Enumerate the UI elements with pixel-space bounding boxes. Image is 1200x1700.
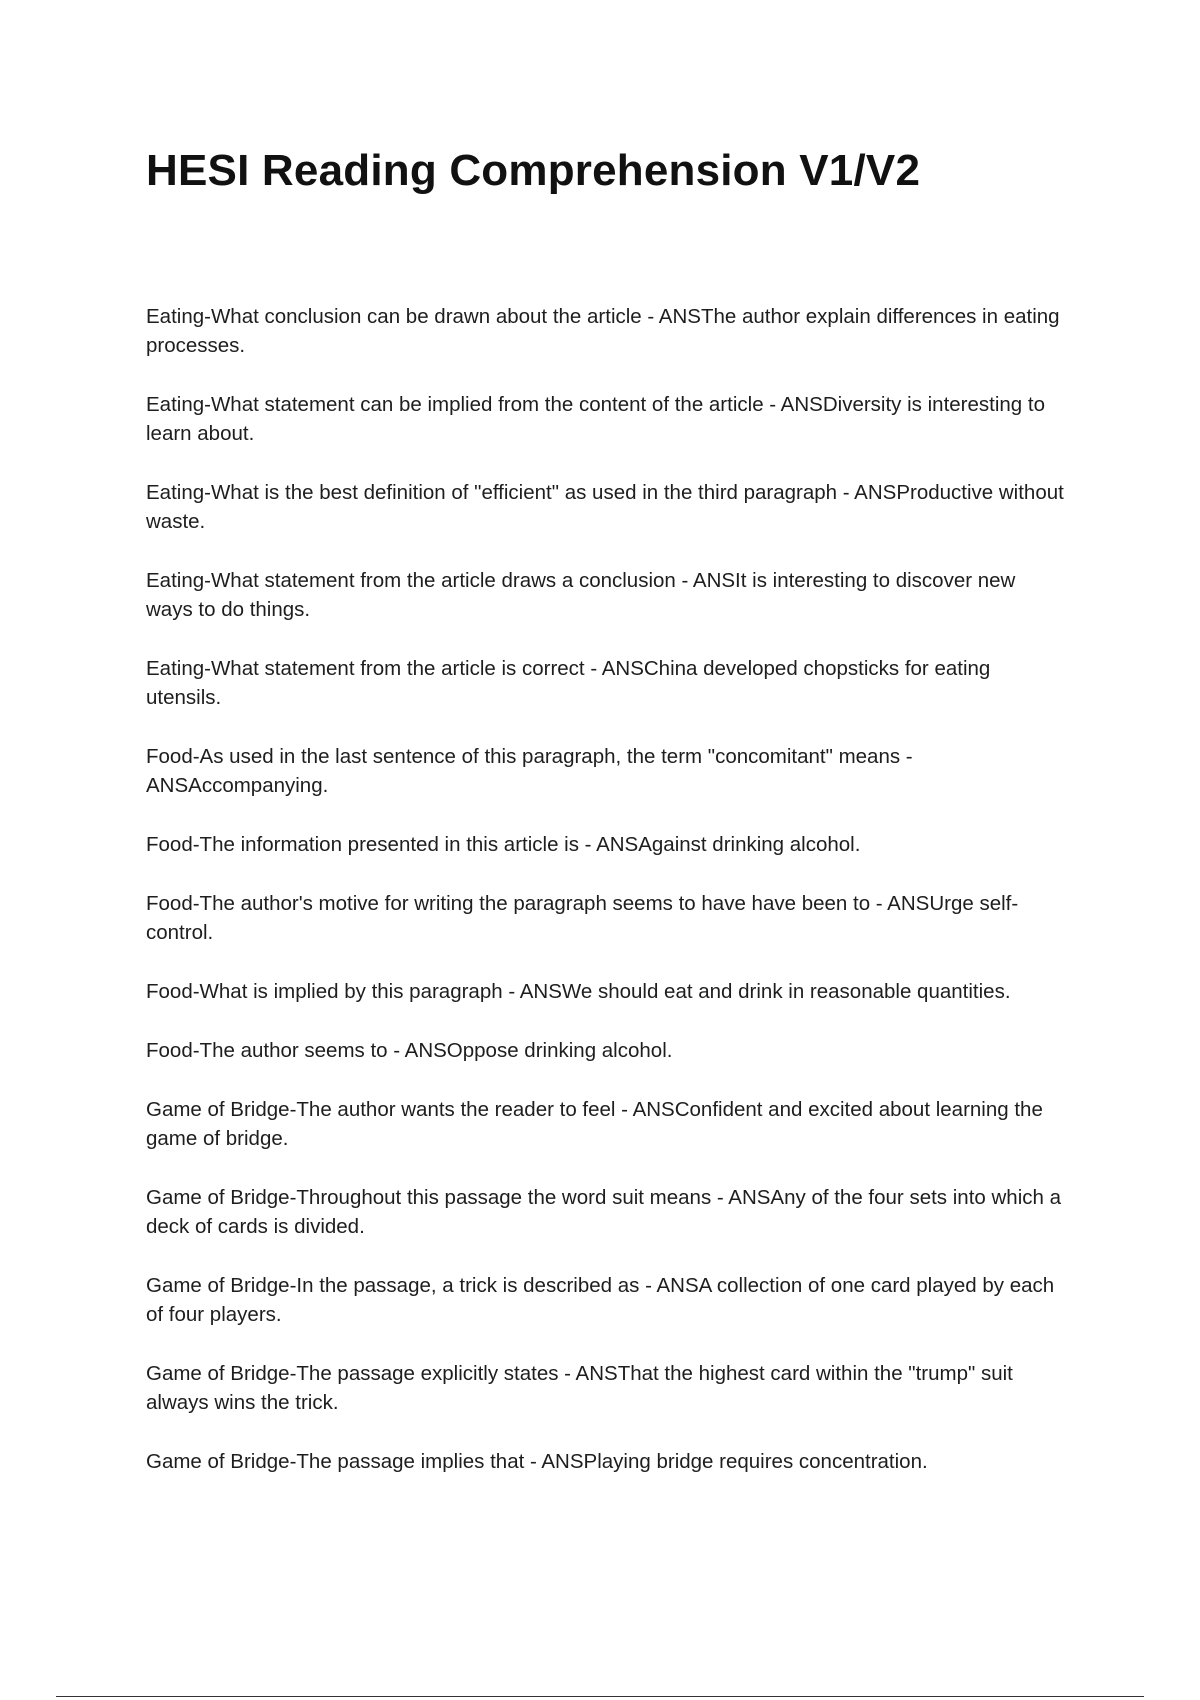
qa-item: Game of Bridge-The passage implies that - ANSPlaying bridge requires concentration. bbox=[146, 1450, 928, 1473]
qa-item: Game of Bridge-In the passage, a trick is described as - ANSA collection of one card played by each of four players. bbox=[146, 1274, 1055, 1326]
qa-item: Food-As used in the last sentence of this paragraph, the term "concomitant" means - ANSAccompanying. bbox=[146, 745, 913, 797]
qa-item: Game of Bridge-The author wants the reader to feel - ANSConfident and excited about learning the game of bridge. bbox=[146, 1098, 1043, 1150]
qa-item: Game of Bridge-Throughout this passage the word suit means - ANSAny of the four sets into which a deck of cards is divided. bbox=[146, 1186, 1062, 1238]
qa-list bbox=[146, 302, 1066, 1506]
qa-item: Eating-What statement from the article draws a conclusion - ANSIt is interesting to discover new ways to do things. bbox=[146, 569, 1016, 621]
page-title: HESI Reading Comprehension V1/V2 bbox=[146, 146, 921, 195]
qa-item: Game of Bridge-The passage explicitly states - ANSThat the highest card within the "trump" suit always wins the trick. bbox=[146, 1362, 1013, 1414]
qa-item: Food-The author's motive for writing the paragraph seems to have have been to - ANSUrge self-control. bbox=[146, 892, 1019, 944]
qa-item: Eating-What statement can be implied from the content of the article - ANSDiversity is interesting to learn about. bbox=[146, 393, 1045, 445]
qa-item: Food-The author seems to - ANSOppose drinking alcohol. bbox=[146, 1039, 673, 1062]
qa-item: Eating-What statement from the article is correct - ANSChina developed chopsticks for eating utensils. bbox=[146, 657, 991, 709]
footer-divider bbox=[56, 1696, 1144, 1697]
qa-item: Food-What is implied by this paragraph - ANSWe should eat and drink in reasonable quantities. bbox=[146, 980, 1011, 1003]
qa-item: Eating-What is the best definition of "efficient" as used in the third paragraph - ANSProductive without waste. bbox=[146, 481, 1064, 533]
qa-item: Food-The information presented in this article is - ANSAgainst drinking alcohol. bbox=[146, 833, 861, 856]
qa-item: Eating-What conclusion can be drawn about the article - ANSThe author explain differences in eating processes. bbox=[146, 305, 1060, 357]
